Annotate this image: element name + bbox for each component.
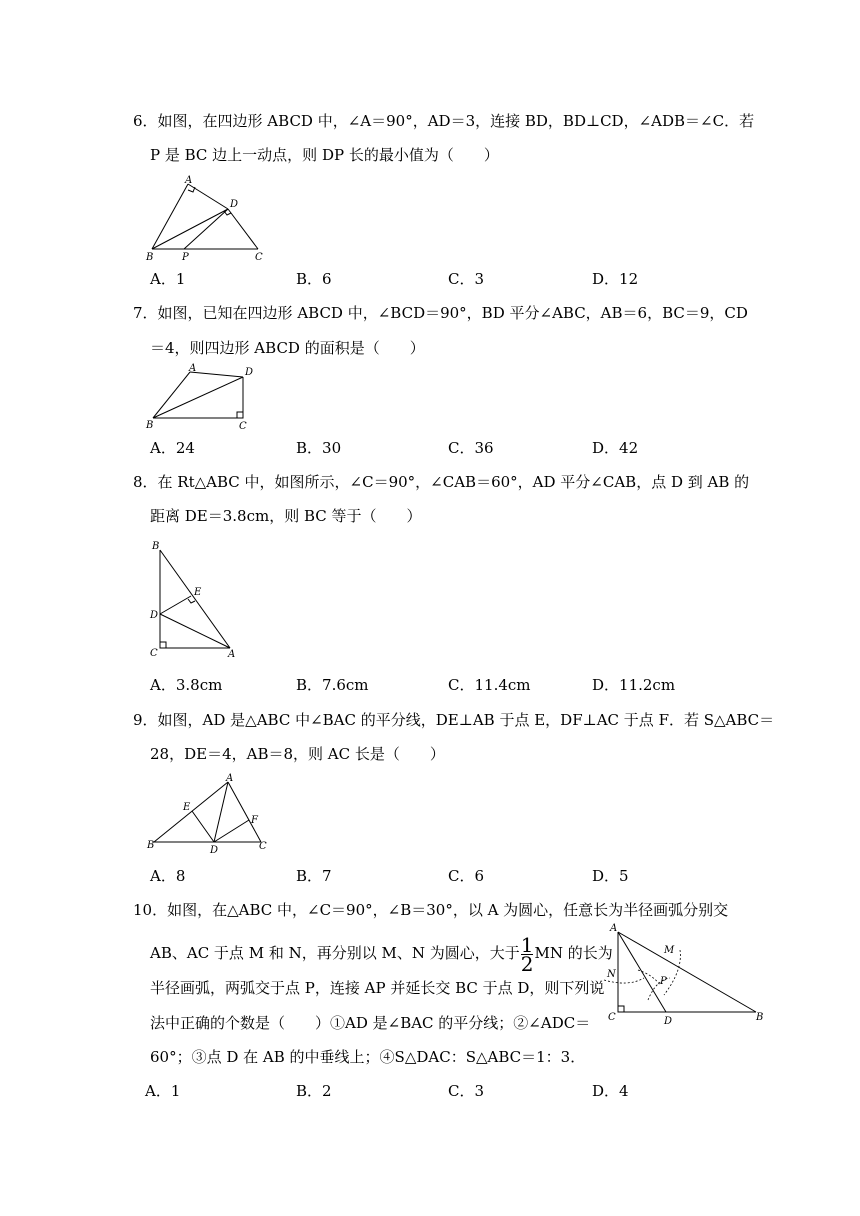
q8-label-c: C <box>150 648 158 659</box>
q8-label-a: A <box>228 649 236 660</box>
q8-text-line1: 8．在 Rt△ABC 中，如图所示，∠C＝90°，∠CAB＝60°，AD 平分∠CAB，点 D 到 AB 的 <box>133 473 750 491</box>
q6-option-d: D．12 <box>592 270 639 288</box>
q7-option-d: D．42 <box>592 439 639 457</box>
q10-label-a: A <box>610 923 618 934</box>
fraction-denominator: 2 <box>520 951 534 976</box>
q9-option-d: D．5 <box>592 867 629 885</box>
q7-text-line2: ＝4，则四边形 ABCD 的面积是（ ） <box>150 339 425 357</box>
q10-option-b: B．2 <box>296 1082 332 1100</box>
q10-label-c: C <box>608 1012 616 1023</box>
q9-figure <box>145 772 275 857</box>
q7-option-b: B．30 <box>296 439 342 457</box>
q6-label-d: D <box>230 199 239 210</box>
q8-option-d: D．11.2cm <box>592 676 676 694</box>
q10-label-b: B <box>756 1012 764 1023</box>
q10-figure <box>598 920 773 1030</box>
q9-label-f: F <box>251 815 258 826</box>
q7-option-c: C．36 <box>448 439 494 457</box>
q9-option-a: A．8 <box>150 867 186 885</box>
q8-label-e: E <box>194 587 202 598</box>
q10-text-line2a: AB、AC 于点 M 和 N，再分别以 M、N 为圆心，大于 <box>150 944 520 962</box>
q6-text-line2: P 是 BC 边上一动点，则 DP 长的最小值为（ ） <box>150 146 499 164</box>
q8-figure <box>145 538 245 662</box>
q9-label-b: B <box>147 840 155 851</box>
q7-label-a: A <box>189 363 197 374</box>
q6-figure <box>145 172 270 264</box>
q9-label-a: A <box>226 773 234 784</box>
q8-label-d: D <box>150 610 159 621</box>
q9-text-line1: 9．如图，AD 是△ABC 中∠BAC 的平分线，DE⊥AB 于点 E，DF⊥AC 于点 F．若 S△ABC＝ <box>133 711 775 729</box>
q10-text-line2 <box>150 932 613 976</box>
q10-label-n: N <box>607 969 616 980</box>
q6-option-c: C．3 <box>448 270 485 288</box>
q9-option-c: C．6 <box>448 867 485 885</box>
q8-option-b: B．7.6cm <box>296 676 369 694</box>
q8-option-c: C．11.4cm <box>448 676 531 694</box>
q10-option-a: A．1 <box>145 1082 181 1100</box>
q7-text-line1: 7．如图，已知在四边形 ABCD 中，∠BCD＝90°，BD 平分∠ABC，AB＝6，BC＝9，CD <box>133 304 748 322</box>
q6-text-line1: 6．如图，在四边形 ABCD 中，∠A＝90°，AD＝3，连接 BD，BD⊥CD，∠ADB＝∠C．若 <box>133 112 755 130</box>
q10-label-d: D <box>664 1016 673 1027</box>
q9-label-c: C <box>259 841 267 852</box>
q10-text-line4: 法中正确的个数是（ ）①AD 是∠BAC 的平分线；②∠ADC＝ <box>150 1014 591 1032</box>
q8-option-a: A．3.8cm <box>150 676 223 694</box>
q8-text-line2: 距离 DE＝3.8cm，则 BC 等于（ ） <box>150 507 422 525</box>
q6-option-b: B．6 <box>296 270 332 288</box>
q10-label-m: M <box>664 945 675 956</box>
fraction-numerator: 1 <box>520 932 534 957</box>
q6-label-b: B <box>146 252 154 263</box>
q9-text-line2: 28，DE＝4，AB＝8，则 AC 长是（ ） <box>150 745 445 763</box>
q6-label-p: P <box>182 252 189 263</box>
q10-text-line1: 10．如图，在△ABC 中，∠C＝90°，∠B＝30°，以 A 为圆心，任意长为半径画弧分别交 <box>133 901 729 919</box>
q10-text-line2b: MN 的长为 <box>534 944 613 962</box>
q9-option-b: B．7 <box>296 867 332 885</box>
q7-label-c: C <box>239 421 247 432</box>
q7-figure <box>145 362 260 432</box>
fraction-one-half <box>520 932 534 976</box>
q7-option-a: A．24 <box>150 439 195 457</box>
q7-label-d: D <box>245 367 254 378</box>
q10-option-c: C．3 <box>448 1082 485 1100</box>
q10-option-d: D．4 <box>592 1082 629 1100</box>
q9-label-e: E <box>183 802 191 813</box>
q9-label-d: D <box>210 845 219 856</box>
q10-label-p: P <box>660 976 667 987</box>
q7-label-b: B <box>146 420 154 431</box>
q6-label-c: C <box>255 252 263 263</box>
q6-option-a: A．1 <box>150 270 186 288</box>
q8-label-b: B <box>152 541 160 552</box>
q10-text-line5: 60°；③点 D 在 AB 的中垂线上；④S△DAC：S△ABC＝1：3． <box>150 1048 586 1066</box>
q6-label-a: A <box>185 175 193 186</box>
q10-text-line3: 半径画弧，两弧交于点 P，连接 AP 并延长交 BC 于点 D，则下列说 <box>150 979 605 997</box>
